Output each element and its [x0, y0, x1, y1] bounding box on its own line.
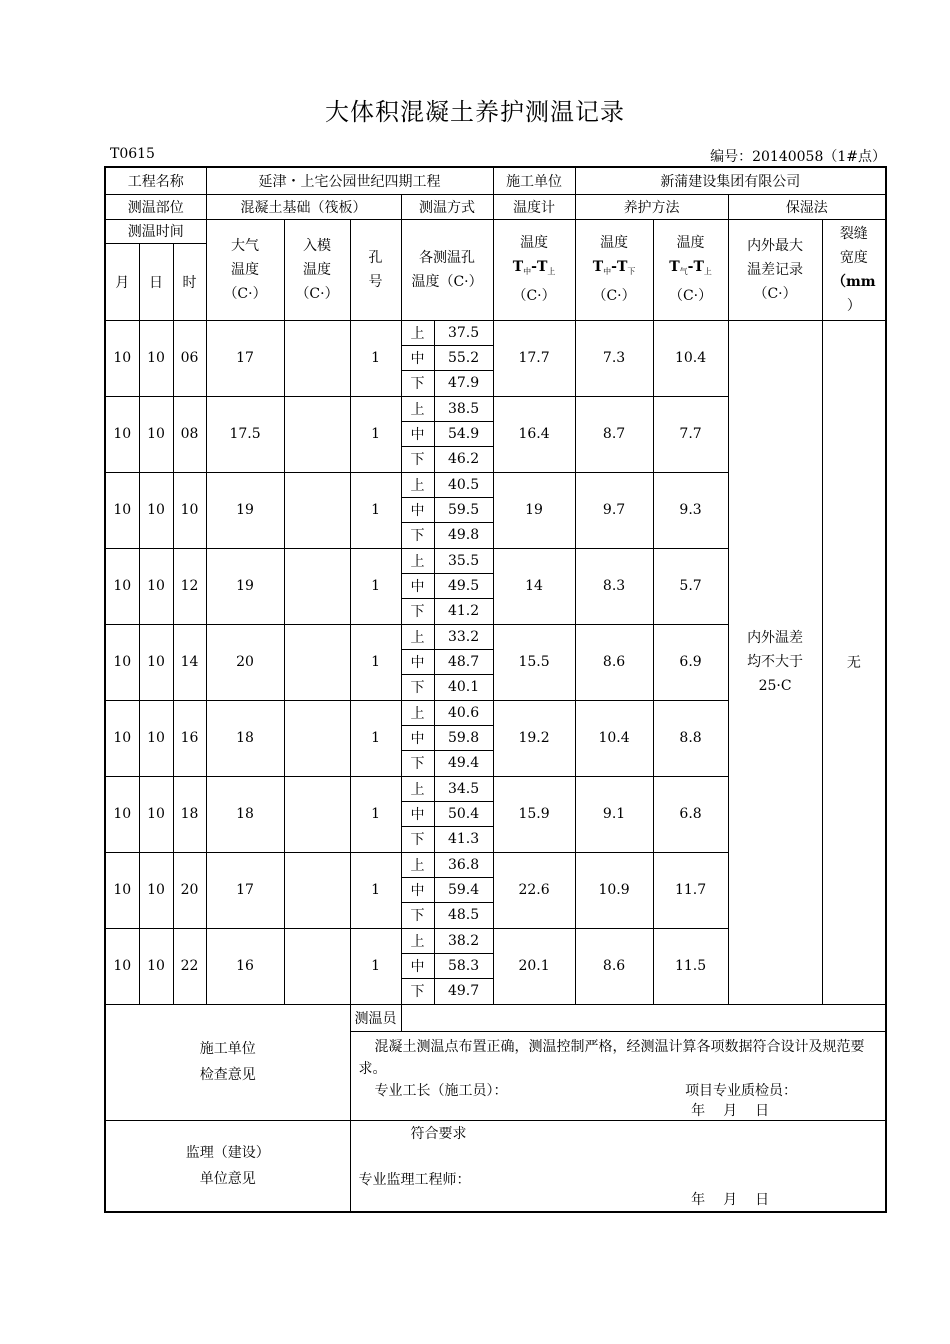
cell-level: 下 [401, 370, 434, 396]
header-diff-mid-top: 温度 $T_中-T_上$ （C·） [493, 219, 575, 320]
cell-atm-temp: 16 [206, 928, 284, 1004]
cell-hole-temp: 40.1 [434, 674, 493, 700]
cell-hole-temp: 40.6 [434, 700, 493, 725]
cell-level: 中 [401, 573, 434, 598]
cell-hole-no: 1 [350, 700, 401, 776]
cell-diff-air-top: 9.3 [653, 472, 728, 548]
cell-day: 10 [139, 852, 173, 928]
summary-max-diff: 内外温差 均不大于 25·C [728, 320, 822, 1004]
recorder-label: 测温员 [350, 1004, 401, 1031]
cell-diff-mid-bot: 10.4 [575, 700, 653, 776]
cell-hole-temp: 37.5 [434, 320, 493, 345]
cell-hole-temp: 46.2 [434, 446, 493, 472]
cell-hour: 16 [173, 700, 206, 776]
cell-hour: 08 [173, 396, 206, 472]
header-hour: 时 [173, 243, 206, 320]
supervision-opinion: 符合要求 专业监理工程师： 年 月 日 [350, 1120, 886, 1212]
cell-hour: 18 [173, 776, 206, 852]
cell-hole-temp: 40.5 [434, 472, 493, 497]
cell-hole-temp: 48.7 [434, 649, 493, 674]
cell-level: 上 [401, 700, 434, 725]
cell-hole-temp: 50.4 [434, 801, 493, 826]
cell-level: 中 [401, 345, 434, 370]
cell-hole-temp: 36.8 [434, 852, 493, 877]
cell-hole-temp: 58.3 [434, 953, 493, 978]
cell-diff-mid-bot: 7.3 [575, 320, 653, 396]
cell-hole-temp: 41.2 [434, 598, 493, 624]
curing-method: 保湿法 [728, 194, 886, 219]
supervision-row [105, 1120, 886, 1212]
cell-hour: 14 [173, 624, 206, 700]
header-diff-air-top: 温度 $T_气-T_上$ （C·） [653, 219, 728, 320]
cell-diff-mid-top: 14 [493, 548, 575, 624]
cell-diff-mid-top: 15.5 [493, 624, 575, 700]
cell-month: 10 [105, 928, 139, 1004]
cell-diff-mid-top: 15.9 [493, 776, 575, 852]
header-atm-temp: 大气 温度 （C·） [206, 219, 284, 320]
header-day: 日 [139, 243, 173, 320]
cell-atm-temp: 19 [206, 472, 284, 548]
header-row-1 [105, 219, 886, 243]
table-row [105, 320, 886, 345]
cell-level: 中 [401, 953, 434, 978]
form-code: T0615 [110, 146, 155, 162]
cell-diff-mid-top: 19.2 [493, 700, 575, 776]
cell-hole-temp: 33.2 [434, 624, 493, 649]
construction-check-opinion: 混凝土测温点布置正确，测温控制严格，经测温计算各项数据符合设计及规范要求。 专业工长（施工员）： 项目专业质检员： 年 月 日 [350, 1031, 886, 1120]
header-crack-width: 裂缝 宽度 （mm ） [822, 219, 886, 320]
cell-diff-mid-bot: 10.9 [575, 852, 653, 928]
cell-level: 上 [401, 396, 434, 421]
cell-level: 下 [401, 522, 434, 548]
cell-diff-mid-top: 16.4 [493, 396, 575, 472]
cell-hole-temp: 48.5 [434, 902, 493, 928]
cell-hour: 10 [173, 472, 206, 548]
cell-diff-air-top: 11.5 [653, 928, 728, 1004]
cell-hour: 06 [173, 320, 206, 396]
cell-hole-temp: 55.2 [434, 345, 493, 370]
header-diff-mid-bot: 温度 $T_中-T_下$ （C·） [575, 219, 653, 320]
cell-level: 中 [401, 725, 434, 750]
cell-hole-temp: 49.4 [434, 750, 493, 776]
info-row-1 [105, 167, 886, 194]
cell-day: 10 [139, 700, 173, 776]
cell-hole-temp: 41.3 [434, 826, 493, 852]
cell-hole-no: 1 [350, 396, 401, 472]
cell-mold-temp [284, 776, 350, 852]
cell-hole-temp: 38.2 [434, 928, 493, 953]
measure-method: 温度计 [493, 194, 575, 219]
cell-hole-temp: 54.9 [434, 421, 493, 446]
cell-hole-no: 1 [350, 320, 401, 396]
cell-hole-no: 1 [350, 548, 401, 624]
cell-hole-temp: 49.7 [434, 978, 493, 1004]
cell-diff-air-top: 10.4 [653, 320, 728, 396]
cell-level: 下 [401, 978, 434, 1004]
cell-hole-temp: 59.4 [434, 877, 493, 902]
cell-mold-temp [284, 624, 350, 700]
cell-atm-temp: 18 [206, 776, 284, 852]
cell-mold-temp [284, 472, 350, 548]
cell-diff-mid-top: 17.7 [493, 320, 575, 396]
cell-month: 10 [105, 548, 139, 624]
cell-hole-no: 1 [350, 928, 401, 1004]
cell-day: 10 [139, 472, 173, 548]
cell-diff-mid-bot: 9.1 [575, 776, 653, 852]
cell-diff-air-top: 7.7 [653, 396, 728, 472]
cell-hole-temp: 38.5 [434, 396, 493, 421]
construction-check-row-1 [105, 1004, 886, 1031]
header-hole-temps: 各测温孔 温度（C·） [401, 219, 493, 320]
cell-atm-temp: 17.5 [206, 396, 284, 472]
cell-hole-temp: 47.9 [434, 370, 493, 396]
supervision-label: 监理（建设） 单位意见 [105, 1120, 350, 1212]
cell-level: 下 [401, 674, 434, 700]
cell-day: 10 [139, 548, 173, 624]
project-name: 延津・上宅公园世纪四期工程 [206, 167, 493, 194]
cell-level: 中 [401, 649, 434, 674]
cell-hole-temp: 35.5 [434, 548, 493, 573]
cell-level: 中 [401, 497, 434, 522]
header-max-diff: 内外最大 温差记录 （C·） [728, 219, 822, 320]
cell-level: 中 [401, 801, 434, 826]
cell-hole-no: 1 [350, 776, 401, 852]
cell-level: 下 [401, 446, 434, 472]
cell-diff-air-top: 6.9 [653, 624, 728, 700]
cell-month: 10 [105, 396, 139, 472]
cell-diff-mid-bot: 8.7 [575, 396, 653, 472]
page-title: 大体积混凝土养护测温记录 [325, 98, 625, 126]
cell-hole-temp: 49.5 [434, 573, 493, 598]
cell-month: 10 [105, 472, 139, 548]
summary-crack-width: 无 [822, 320, 886, 1004]
cell-atm-temp: 20 [206, 624, 284, 700]
measure-part: 混凝土基础（筏板） [206, 194, 401, 219]
cell-level: 上 [401, 624, 434, 649]
cell-hole-temp: 34.5 [434, 776, 493, 801]
cell-diff-mid-bot: 8.6 [575, 624, 653, 700]
measure-part-label: 测温部位 [105, 194, 206, 219]
cell-hole-no: 1 [350, 852, 401, 928]
recorder-value [401, 1004, 886, 1031]
cell-level: 下 [401, 902, 434, 928]
cell-level: 上 [401, 776, 434, 801]
cell-diff-mid-bot: 8.3 [575, 548, 653, 624]
cell-hole-no: 1 [350, 472, 401, 548]
cell-mold-temp [284, 548, 350, 624]
info-row-2 [105, 194, 886, 219]
cell-mold-temp [284, 396, 350, 472]
cell-diff-mid-top: 19 [493, 472, 575, 548]
cell-mold-temp [284, 852, 350, 928]
cell-diff-mid-bot: 8.6 [575, 928, 653, 1004]
cell-hour: 12 [173, 548, 206, 624]
measure-method-label: 测温方式 [401, 194, 493, 219]
cell-atm-temp: 19 [206, 548, 284, 624]
cell-mold-temp [284, 320, 350, 396]
cell-level: 下 [401, 826, 434, 852]
cell-diff-air-top: 8.8 [653, 700, 728, 776]
cell-diff-mid-top: 20.1 [493, 928, 575, 1004]
cell-day: 10 [139, 928, 173, 1004]
cell-day: 10 [139, 776, 173, 852]
cell-month: 10 [105, 624, 139, 700]
cell-month: 10 [105, 700, 139, 776]
construction-check-label: 施工单位 检查意见 [105, 1004, 350, 1120]
cell-level: 上 [401, 852, 434, 877]
cell-level: 下 [401, 598, 434, 624]
cell-day: 10 [139, 396, 173, 472]
cell-level: 上 [401, 928, 434, 953]
cell-day: 10 [139, 320, 173, 396]
cell-hour: 20 [173, 852, 206, 928]
cell-diff-air-top: 11.7 [653, 852, 728, 928]
cell-atm-temp: 17 [206, 320, 284, 396]
cell-diff-mid-top: 22.6 [493, 852, 575, 928]
cell-hour: 22 [173, 928, 206, 1004]
cell-month: 10 [105, 320, 139, 396]
cell-hole-temp: 59.8 [434, 725, 493, 750]
cell-month: 10 [105, 776, 139, 852]
cell-atm-temp: 17 [206, 852, 284, 928]
cell-level: 上 [401, 472, 434, 497]
cell-mold-temp [284, 700, 350, 776]
cell-level: 下 [401, 750, 434, 776]
cell-month: 10 [105, 852, 139, 928]
header-hole-no: 孔 号 [350, 219, 401, 320]
header-time: 测温时间 [105, 219, 206, 243]
cell-day: 10 [139, 624, 173, 700]
construction-unit-label: 施工单位 [493, 167, 575, 194]
cell-atm-temp: 18 [206, 700, 284, 776]
cell-diff-air-top: 6.8 [653, 776, 728, 852]
project-name-label: 工程名称 [105, 167, 206, 194]
cell-hole-temp: 49.8 [434, 522, 493, 548]
cell-diff-air-top: 5.7 [653, 548, 728, 624]
cell-hole-temp: 59.5 [434, 497, 493, 522]
temperature-record-table [104, 166, 887, 1213]
cell-level: 中 [401, 421, 434, 446]
cell-mold-temp [284, 928, 350, 1004]
construction-unit: 新蒲建设集团有限公司 [575, 167, 886, 194]
cell-level: 上 [401, 320, 434, 345]
header-month: 月 [105, 243, 139, 320]
cell-hole-no: 1 [350, 624, 401, 700]
curing-method-label: 养护方法 [575, 194, 728, 219]
cell-level: 上 [401, 548, 434, 573]
cell-level: 中 [401, 877, 434, 902]
header-mold-temp: 入模 温度 （C·） [284, 219, 350, 320]
serial-number: 编号：20140058（1#点） [710, 149, 886, 165]
cell-diff-mid-bot: 9.7 [575, 472, 653, 548]
